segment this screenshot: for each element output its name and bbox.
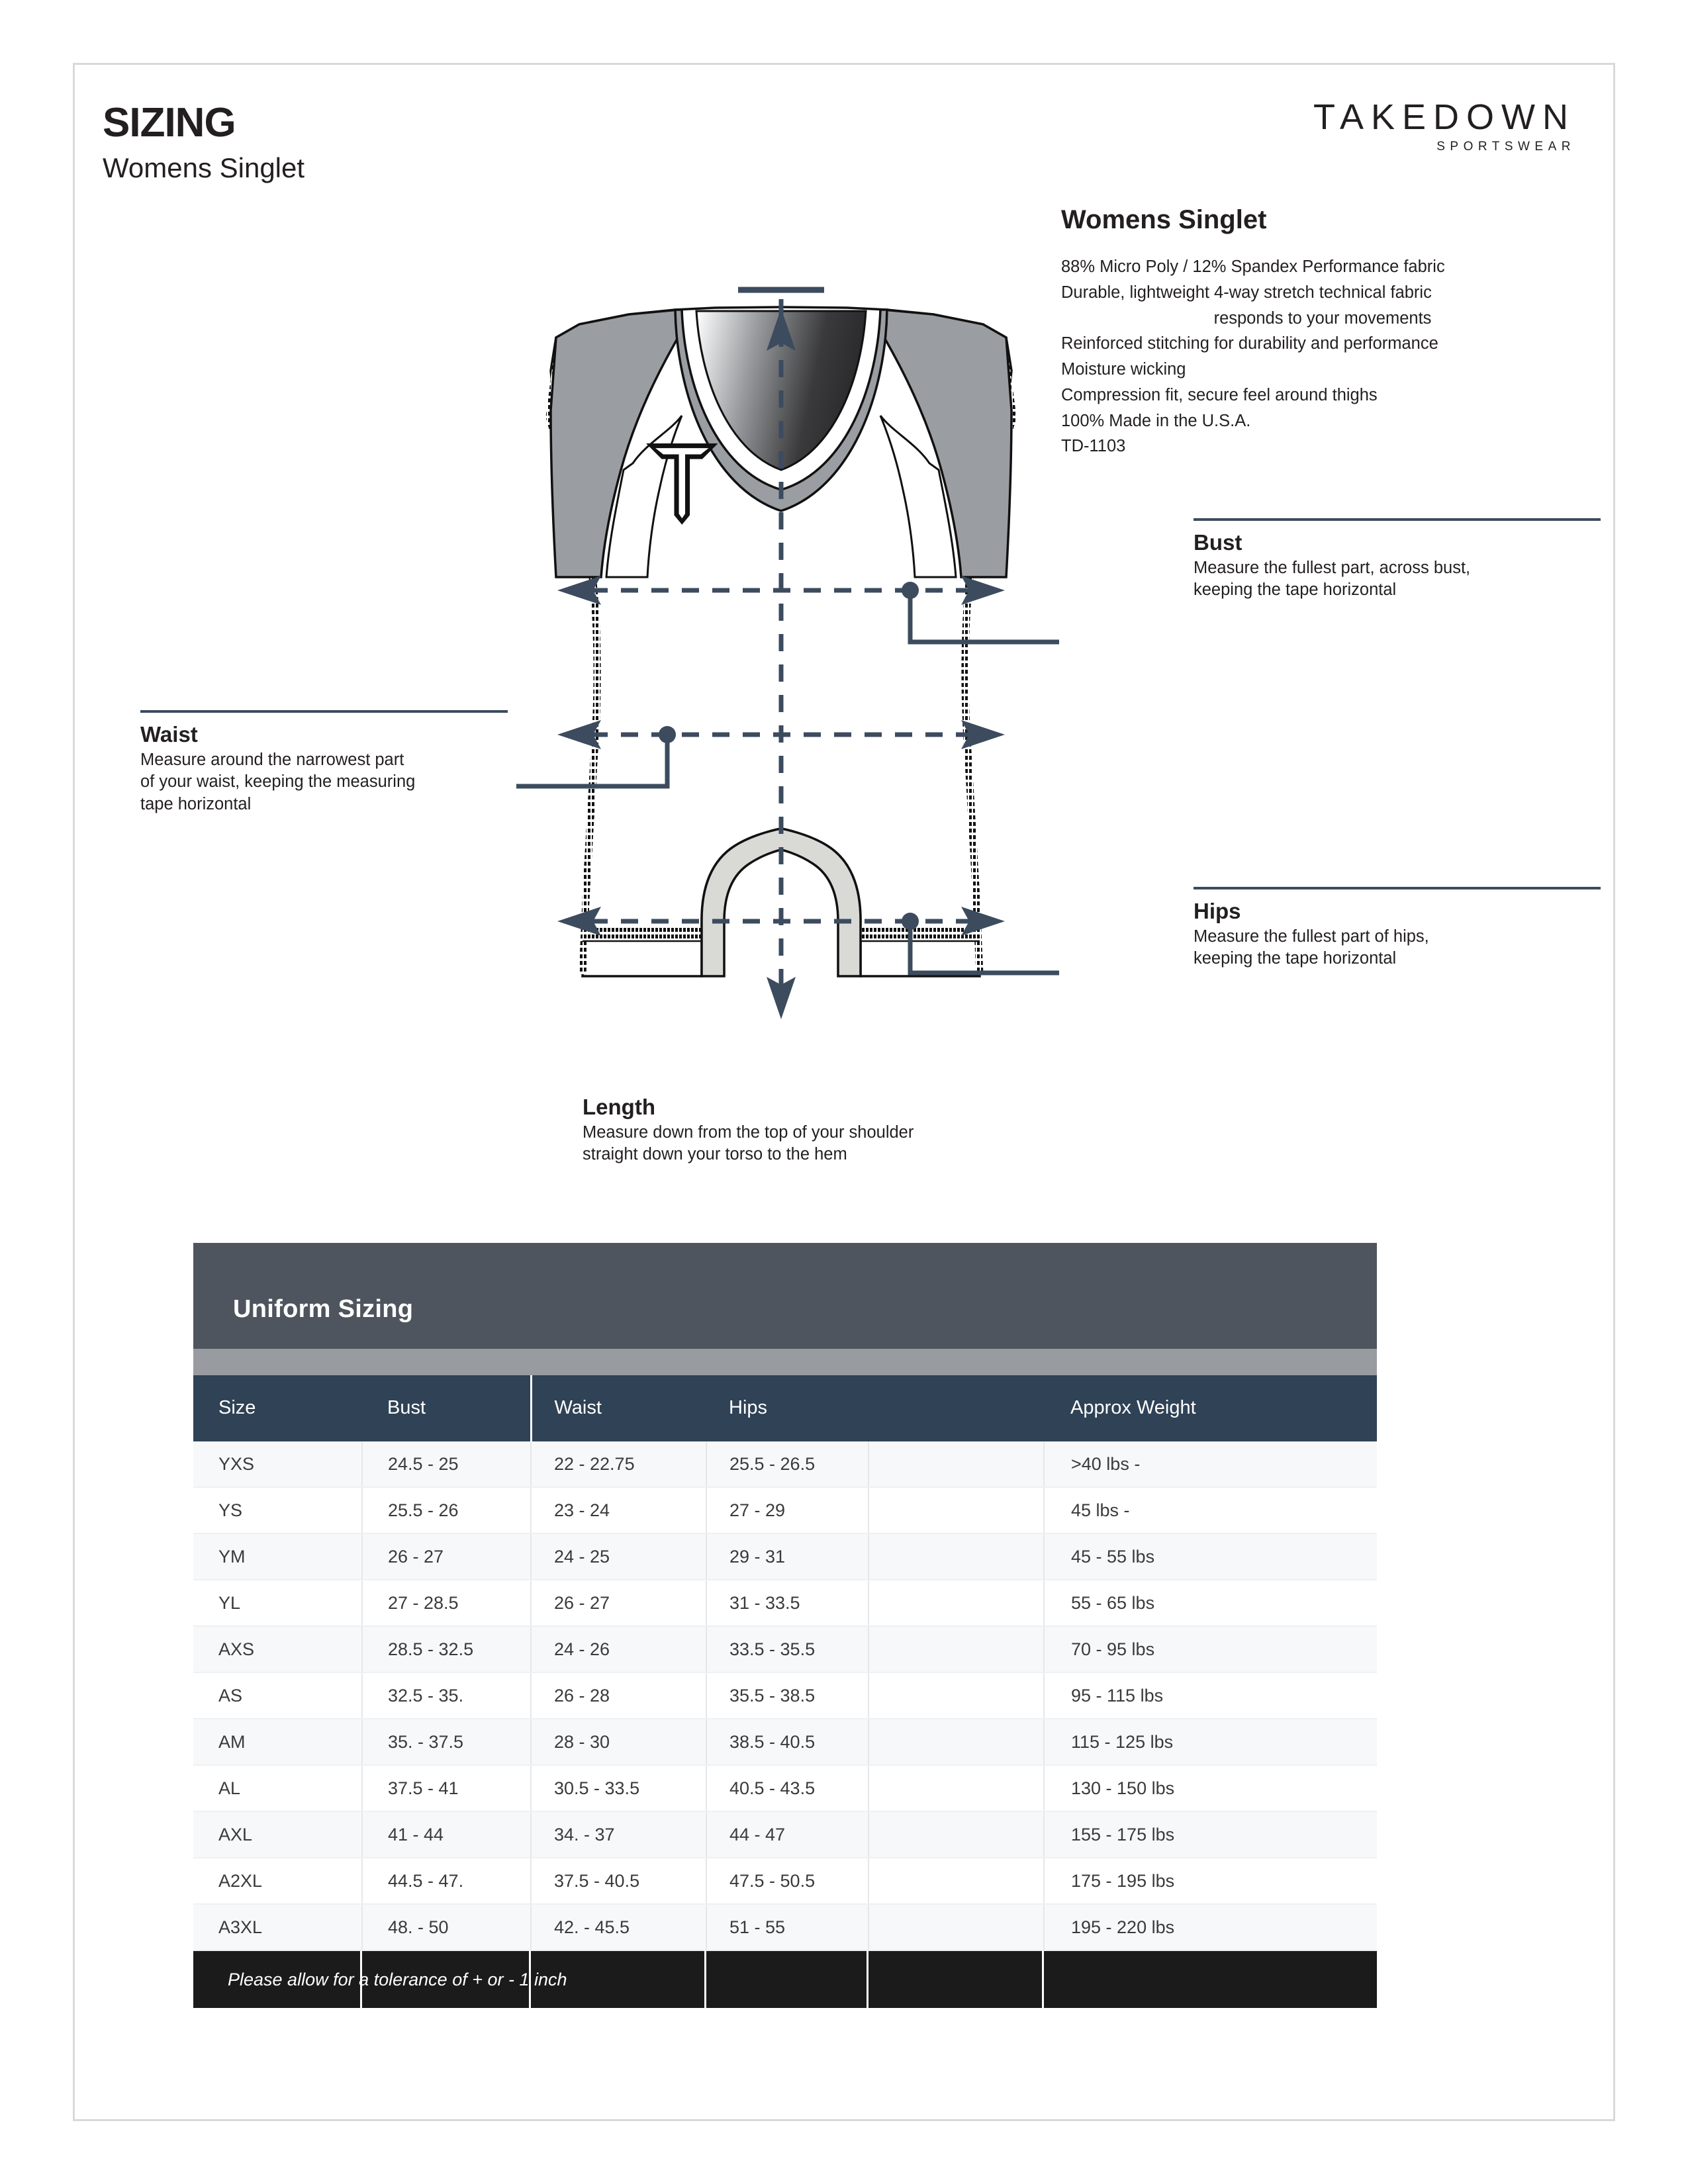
cell-blank: [868, 1904, 1044, 1950]
callout-hips-line1: Measure the fullest part of hips,: [1194, 927, 1429, 946]
product-title: Womens Singlet: [1061, 205, 1267, 234]
cell-weight: 130 - 150 lbs: [1044, 1765, 1377, 1811]
cell-size: AXS: [193, 1626, 362, 1672]
cell-hips: 44 - 47: [706, 1811, 868, 1858]
table-row: [193, 1441, 1377, 1487]
cell-blank: [868, 1580, 1044, 1626]
callout-length-line1: Measure down from the top of your shoulder: [583, 1122, 914, 1142]
cell-bust: 32.5 - 35.: [362, 1672, 531, 1719]
cell-blank: [868, 1487, 1044, 1533]
cell-waist: 28 - 30: [531, 1719, 706, 1765]
page-title: SIZING: [103, 100, 236, 146]
column-header-approx-weight: Approx Weight: [1044, 1375, 1377, 1441]
callout-waist: [140, 710, 657, 816]
cell-size: YS: [193, 1487, 362, 1533]
cell-size: YXS: [193, 1441, 362, 1487]
cell-weight: 70 - 95 lbs: [1044, 1626, 1377, 1672]
table-row: [193, 1533, 1377, 1580]
cell-bust: 37.5 - 41: [362, 1765, 531, 1811]
cell-size: AL: [193, 1765, 362, 1811]
cell-size: AM: [193, 1719, 362, 1765]
product-feature: Compression fit, secure feel around thighs: [1061, 385, 1378, 404]
cell-blank: [868, 1441, 1044, 1487]
cell-size: AS: [193, 1672, 362, 1719]
product-info: [1061, 206, 1584, 459]
callout-hips-line2: keeping the tape horizontal: [1194, 949, 1397, 968]
cell-waist: 37.5 - 40.5: [531, 1858, 706, 1904]
cell-hips: 47.5 - 50.5: [706, 1858, 868, 1904]
table-strip: [193, 1349, 1377, 1375]
cell-bust: 35. - 37.5: [362, 1719, 531, 1765]
cell-bust: 41 - 44: [362, 1811, 531, 1858]
column-header-hips: Hips: [706, 1375, 868, 1441]
callout-bust-line1: Measure the fullest part, across bust,: [1194, 558, 1471, 577]
cell-hips: 29 - 31: [706, 1533, 868, 1580]
callout-waist-line2: of your waist, keeping the measuring: [140, 772, 416, 792]
table-row: [193, 1487, 1377, 1533]
cell-weight: 155 - 175 lbs: [1044, 1811, 1377, 1858]
table-row: [193, 1904, 1377, 1950]
product-feature: 100% Made in the U.S.A.: [1061, 411, 1251, 430]
cell-weight: 95 - 115 lbs: [1044, 1672, 1377, 1719]
cell-blank: [868, 1719, 1044, 1765]
table-body: [193, 1441, 1377, 1950]
cell-waist: 30.5 - 33.5: [531, 1765, 706, 1811]
callout-length-line2: straight down your torso to the hem: [583, 1145, 847, 1164]
cell-hips: 51 - 55: [706, 1904, 868, 1950]
cell-weight: 195 - 220 lbs: [1044, 1904, 1377, 1950]
callout-waist-label: Waist: [140, 722, 198, 747]
product-feature: Reinforced stitching for durability and performance: [1061, 334, 1438, 353]
column-header-waist: Waist: [531, 1375, 706, 1441]
table-row: [193, 1580, 1377, 1626]
cell-waist: 26 - 28: [531, 1672, 706, 1719]
cell-size: YL: [193, 1580, 362, 1626]
cell-blank: [868, 1858, 1044, 1904]
cell-waist: 24 - 26: [531, 1626, 706, 1672]
brand-logo-tagline: SPORTSWEAR: [1436, 140, 1575, 154]
singlet-illustration: [516, 251, 1059, 1085]
hem-stitch-left: [583, 927, 702, 941]
table-header-row: [193, 1375, 1377, 1441]
cell-bust: 44.5 - 47.: [362, 1858, 531, 1904]
cell-hips: 33.5 - 35.5: [706, 1626, 868, 1672]
callout-rule: [140, 710, 508, 713]
cell-blank: [868, 1811, 1044, 1858]
cell-bust: 26 - 27: [362, 1533, 531, 1580]
table-row: [193, 1719, 1377, 1765]
callout-length-label: Length: [583, 1095, 655, 1119]
cell-size: YM: [193, 1533, 362, 1580]
table-row: [193, 1811, 1377, 1858]
page-subtitle: Womens Singlet: [103, 152, 305, 183]
callout-bust-line2: keeping the tape horizontal: [1194, 580, 1397, 600]
table-banner: [193, 1243, 1377, 1349]
table-row: [193, 1672, 1377, 1719]
callout-rule: [1194, 518, 1601, 521]
cell-hips: 35.5 - 38.5: [706, 1672, 868, 1719]
cell-bust: 28.5 - 32.5: [362, 1626, 531, 1672]
cell-bust: 25.5 - 26: [362, 1487, 531, 1533]
callout-hips: [1061, 887, 1601, 970]
product-feature: Moisture wicking: [1061, 360, 1186, 379]
product-feature: responds to your movements: [1213, 308, 1432, 328]
cell-blank: [868, 1765, 1044, 1811]
cell-weight: 55 - 65 lbs: [1044, 1580, 1377, 1626]
cell-bust: 48. - 50: [362, 1904, 531, 1950]
cell-blank: [868, 1533, 1044, 1580]
cell-weight: 175 - 195 lbs: [1044, 1858, 1377, 1904]
cell-hips: 40.5 - 43.5: [706, 1765, 868, 1811]
table-row: [193, 1765, 1377, 1811]
cell-waist: 34. - 37: [531, 1811, 706, 1858]
brand-logo: [1313, 99, 1575, 153]
page-title-block: [103, 100, 305, 183]
tolerance-note: Please allow for a tolerance of + or - 1 inch: [228, 1969, 567, 1989]
callout-waist-line1: Measure around the narrowest part: [140, 750, 404, 769]
callout-waist-line3: tape horizontal: [140, 794, 252, 813]
cell-hips: 25.5 - 26.5: [706, 1441, 868, 1487]
cell-size: AXL: [193, 1811, 362, 1858]
cell-weight: 45 - 55 lbs: [1044, 1533, 1377, 1580]
callout-rule: [1194, 887, 1601, 889]
cell-size: A3XL: [193, 1904, 362, 1950]
product-feature: 88% Micro Poly / 12% Spandex Performance fabric: [1061, 257, 1445, 276]
uniform-sizing-table: [193, 1243, 1377, 2008]
cell-bust: 27 - 28.5: [362, 1580, 531, 1626]
product-feature: Durable, lightweight 4-way stretch technical fabric: [1061, 283, 1432, 302]
cell-bust: 24.5 - 25: [362, 1441, 531, 1487]
cell-waist: 22 - 22.75: [531, 1441, 706, 1487]
brand-logo-wordmark: TAKEDOWN: [1313, 97, 1575, 137]
cell-blank: [868, 1672, 1044, 1719]
cell-blank: [868, 1626, 1044, 1672]
cell-hips: 27 - 29: [706, 1487, 868, 1533]
column-header-size: Size: [193, 1375, 362, 1441]
cell-hips: 31 - 33.5: [706, 1580, 868, 1626]
product-style-code: TD-1103: [1061, 437, 1126, 456]
cell-hips: 38.5 - 40.5: [706, 1719, 868, 1765]
table-footer: [193, 1951, 1377, 2008]
table-row: [193, 1626, 1377, 1672]
hem-stitch-right: [861, 927, 980, 941]
cell-weight: >40 lbs -: [1044, 1441, 1377, 1487]
cell-waist: 26 - 27: [531, 1580, 706, 1626]
callout-length: [583, 1085, 1099, 1166]
callout-hips-label: Hips: [1194, 899, 1241, 923]
cell-waist: 42. - 45.5: [531, 1904, 706, 1950]
cell-waist: 23 - 24: [531, 1487, 706, 1533]
column-header-blank: [868, 1375, 1044, 1441]
sizing-table: [193, 1375, 1377, 1951]
cell-size: A2XL: [193, 1858, 362, 1904]
cell-weight: 45 lbs -: [1044, 1487, 1377, 1533]
cell-weight: 115 - 125 lbs: [1044, 1719, 1377, 1765]
column-header-bust: Bust: [362, 1375, 531, 1441]
table-banner-title: Uniform Sizing: [233, 1295, 414, 1323]
table-row: [193, 1858, 1377, 1904]
callout-bust-label: Bust: [1194, 530, 1243, 555]
callout-bust: [1061, 518, 1601, 602]
cell-waist: 24 - 25: [531, 1533, 706, 1580]
